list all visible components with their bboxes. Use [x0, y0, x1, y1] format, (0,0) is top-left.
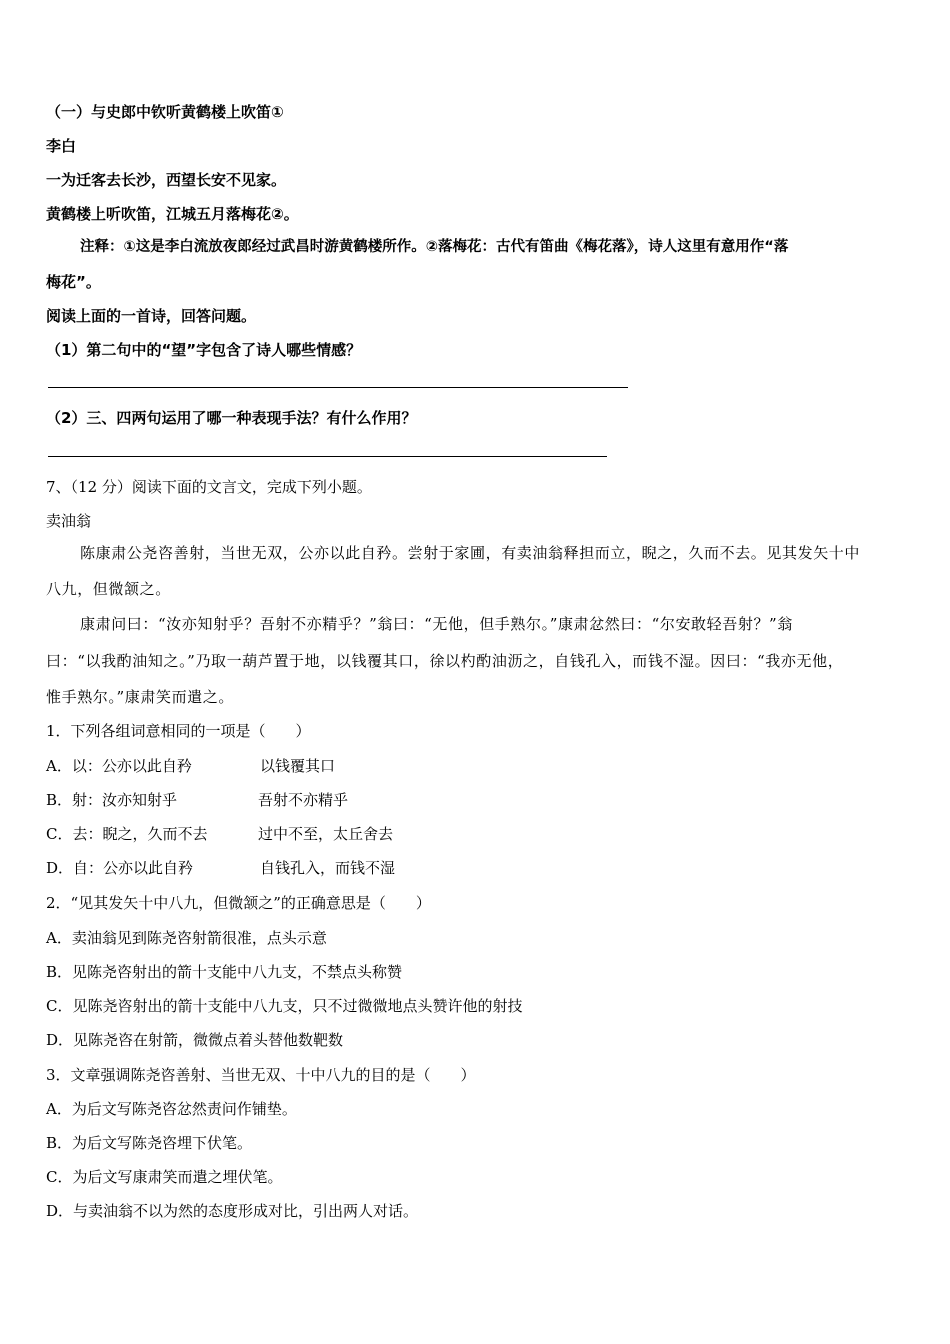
poem-question-1: （1）第二句中的“望”字包含了诗人哪些情感？: [46, 341, 362, 359]
poem-line-2: 黄鹤楼上听吹笛，江城五月落梅花②。: [46, 205, 299, 223]
answer-line-2: [48, 456, 607, 457]
passage-p2-line-1: 康肃问曰：“汝亦知射乎？吾射不亦精乎？”翁曰：“无他，但手熟尔。”康肃忿然曰：“尔安敢轻吾射？”翁: [80, 615, 793, 633]
poem-line-1: 一为迁客去长沙，西望长安不见家。: [46, 171, 287, 189]
passage-p2-line-2: 曰：“以我酌油知之。”乃取一葫芦置于地，以钱覆其口，徐以杓酌油沥之，自钱孔入，而钱不湿。因曰：“我亦无他，: [46, 652, 844, 670]
passage-title: 卖油翁: [46, 512, 92, 530]
q2-option-d: D．见陈尧咨在射箭，微微点着头替他数靶数: [46, 1031, 344, 1049]
q1-option-a-left: A．以：公亦以此自矜: [46, 757, 192, 775]
q1-option-c: [46, 824, 394, 844]
q1-option-d-left: D．自：公亦以此自矜: [46, 859, 194, 877]
q2-option-a: A．卖油翁见到陈尧咨射箭很准，点头示意: [46, 929, 327, 947]
q1-option-c-right: 过中不至，太丘舍去: [258, 825, 394, 843]
q1-option-a: [46, 756, 336, 776]
q2-option-b: B．见陈尧咨射出的箭十支能中八九支，不禁点头称赞: [46, 963, 403, 981]
q1-option-b-right: 吾射不亦精乎: [258, 791, 349, 809]
q1-option-b: [46, 790, 349, 810]
q3-option-b: B．为后文写陈尧咨埋下伏笔。: [46, 1134, 253, 1152]
q3-option-c: C．为后文写康肃笑而遣之埋伏笔。: [46, 1168, 283, 1186]
poem-note-line-1: 注释：①这是李白流放夜郎经过武昌时游黄鹤楼所作。②落梅花：古代有笛曲《梅花落》，诗人这里有意用作“落: [80, 239, 789, 255]
q2-option-c: C．见陈尧咨射出的箭十支能中八九支，只不过微微地点头赞许他的射技: [46, 997, 523, 1015]
poem-note-line-2: 梅花”。: [46, 273, 101, 291]
poem-author: 李白: [46, 137, 77, 155]
answer-line-1: [48, 387, 628, 388]
passage-p1-line-2: 八九，但微颔之。: [46, 580, 171, 598]
q1-option-d-right: 自钱孔入，而钱不湿: [260, 859, 396, 877]
poem-title: （一）与史郎中钦听黄鹤楼上吹笛①: [46, 103, 284, 121]
q1-option-b-left: B．射：汝亦知射乎: [46, 791, 178, 809]
poem-question-2: （2）三、四两句运用了哪一种表现手法？有什么作用？: [46, 409, 417, 427]
q2-stem: 2．“见其发矢十中八九，但微颔之”的正确意思是（ ）: [46, 894, 431, 912]
q3-stem: 3．文章强调陈尧咨善射、当世无双、十中八九的目的是（ ）: [46, 1066, 476, 1084]
poem-instruction: 阅读上面的一首诗，回答问题。: [46, 307, 257, 325]
passage-p1-line-1: 陈康肃公尧咨善射，当世无双，公亦以此自矜。尝射于家圃，有卖油翁释担而立，睨之，久而不去。见其发矢十中: [80, 544, 861, 562]
q3-option-a: A．为后文写陈尧咨忿然责问作铺垫。: [46, 1100, 297, 1118]
q3-option-d: D．与卖油翁不以为然的态度形成对比，引出两人对话。: [46, 1202, 419, 1220]
q1-option-d: [46, 858, 396, 878]
q1-option-a-right: 以钱覆其口: [260, 757, 336, 775]
q1-stem: 1．下列各组词意相同的一项是（ ）: [46, 722, 311, 740]
passage-p2-line-3: 惟手熟尔。”康肃笑而遣之。: [46, 688, 234, 706]
section-7-header: 7、（12 分）阅读下面的文言文，完成下列小题。: [46, 478, 372, 496]
q1-option-c-left: C．去：睨之，久而不去: [46, 825, 208, 843]
